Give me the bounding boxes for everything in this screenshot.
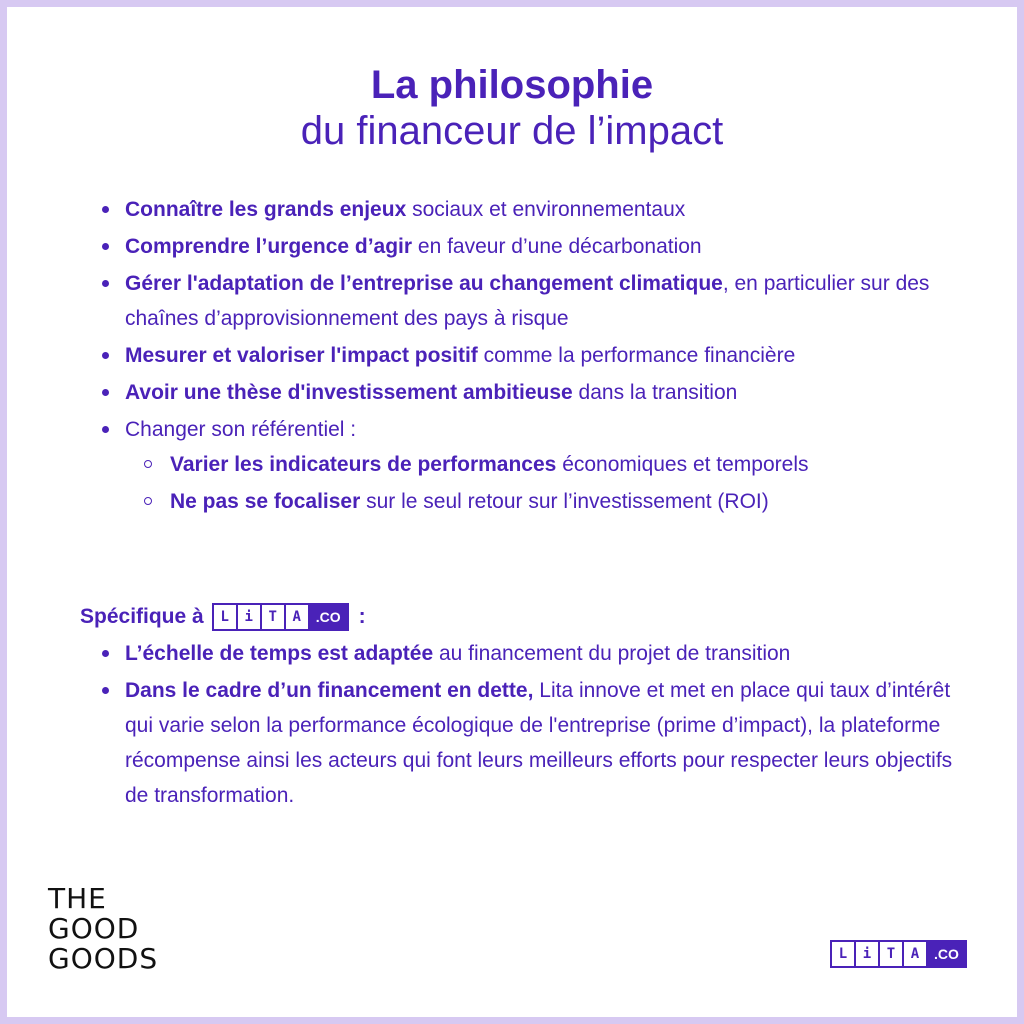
list-item [100,338,970,373]
list-item-text: dans la transition [572,381,738,404]
list-item [100,192,970,227]
sub-list-item-text: économiques et temporels [556,453,809,476]
list-item-text: en faveur d’une décarbonation [412,235,702,258]
sub-list-item-bold: Ne pas se focaliser [170,490,361,513]
list-item [100,266,970,336]
sub-list-item [170,447,970,482]
specific-heading [80,600,970,634]
title-line-2: du financeur de l’impact [300,109,724,153]
brand-line-1: THE [48,882,107,915]
lita-logo-inline [212,603,349,631]
list-item-bold: Comprendre l’urgence d’agir [125,235,413,258]
lita-logo-footer [830,940,967,968]
list-item [100,375,970,410]
list-item-bold: Connaître les grands enjeux [125,198,407,221]
title-line-1: La philosophie [370,63,654,107]
lita-letter: T [880,942,904,966]
lita-letter: L [214,605,238,629]
list-item-bold: Avoir une thèse d'investissement ambitieuse [125,381,573,404]
list-item-bold: L’échelle de temps est adaptée [125,642,434,665]
list-item-bold: Gérer l'adaptation de l’entreprise au changement climatique [125,272,723,295]
page-title [0,62,1024,154]
sub-list-item [170,484,970,519]
specific-label: Spécifique à [80,605,204,628]
lita-letter: L [832,942,856,966]
lita-letter: T [262,605,286,629]
list-item-bold: Mesurer et valoriser l'impact positif [125,344,478,367]
list-item-text: au financement du projet de transition [433,642,791,665]
list-item-text: sociaux et environnementaux [406,198,686,221]
philosophy-list [100,192,970,521]
list-item-text: Changer son référentiel : [125,418,357,441]
list-item [100,412,970,519]
list-item [100,229,970,264]
brand-line-3: GOODS [48,942,159,975]
list-item-text: Lita innove et met en place qui taux d’intérêt qui varie selon la performance écologique de l'entreprise (prime d’impact), la plateforme récompense ainsi les acteurs qui font leurs meilleurs efforts pour respecter leurs objectifs de transformation. [125,679,953,807]
lita-letter: i [238,605,262,629]
lita-letter: A [904,942,928,966]
sub-list [125,447,970,519]
sub-list-item-bold: Varier les indicateurs de performances [170,453,557,476]
lita-suffix: .CO [310,605,347,629]
specific-colon: : [358,605,366,628]
sub-list-item-text: sur le seul retour sur l’investissement (ROI) [360,490,769,513]
list-item [100,636,970,671]
lita-suffix: .CO [928,942,965,966]
lita-letter: i [856,942,880,966]
lita-letter: A [286,605,310,629]
the-good-goods-logo [48,884,158,974]
list-item-text: comme la performance financière [477,344,796,367]
specific-section [80,600,970,815]
list-item [100,673,970,813]
list-item-text: , en particulier sur des chaînes d’approvisionnement des pays à risque [125,272,930,330]
list-item-bold: Dans le cadre d’un financement en dette, [125,679,534,702]
brand-line-2: GOOD [48,912,140,945]
